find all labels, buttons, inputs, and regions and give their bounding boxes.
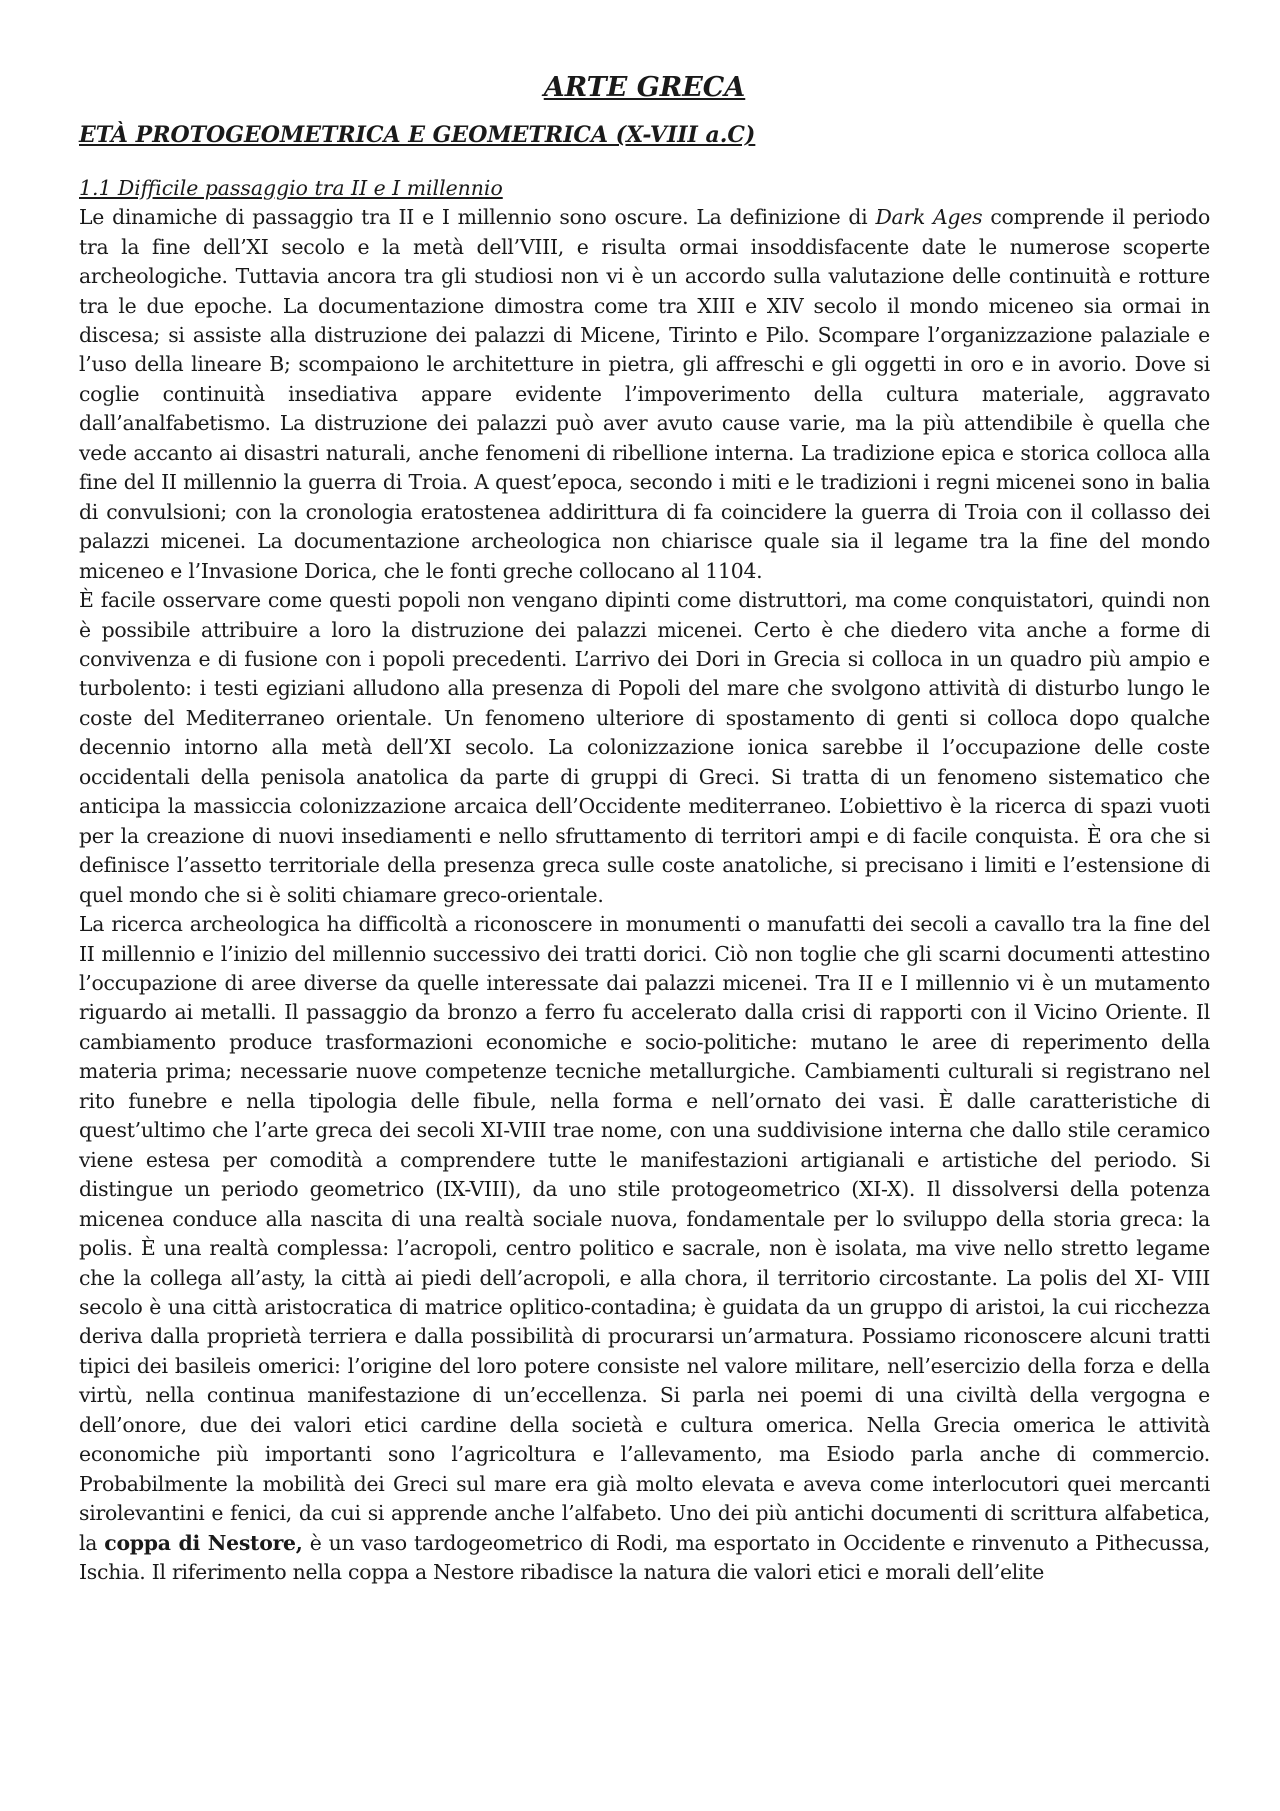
period-heading: ETÀ PROTOGEOMETRICA E GEOMETRICA (X-VIII a.C)	[79, 122, 756, 149]
paragraph-3: La ricerca archeologica ha difficoltà a riconoscere in monumenti o manufatti dei secoli a cavallo tra la fine del II millennio e l’inizio del millennio successivo dei tratti dorici. Ciò non toglie che gli scarni documenti attestino l’occupazione di aree diverse da quelle interessate dai palazzi micenei. Tra II e I millennio vi è un mutamento riguardo ai metalli. Il passaggio da bronzo a ferro fu accelerato dalla crisi di rapporti con il Vicino Oriente. Il cambiamento produce trasformazioni economiche e socio-politiche: mutano le aree di reperimento della materia prima; necessarie nuove competenze tecniche metallurgiche. Cambiamenti culturali si registrano nel rito funebre e nella tipologia delle fibule, nella forma e nell’ornato dei vasi. È dalle caratteristiche di quest’ultimo che l’arte greca dei secoli XI-VIII trae nome, con una suddivisione interna che dallo stile ceramico viene estesa per comodità a comprendere tutte le manifestazioni artigianali e artistiche del periodo. Si distingue un periodo geometrico (IX-VIII), da uno stile protogeometrico (XI-X). Il dissolversi della potenza micenea conduce alla nascita di una realtà sociale nuova, fondamentale per lo sviluppo della storia greca: la polis. È una realtà complessa: l’acropoli, centro politico e sacrale, non è isolata, ma vive nello stretto legame che la collega all’asty, la città ai piedi dell’acropoli, e alla chora, il territorio circostante. La polis del XI- VIII secolo è una città aristocratica di matrice oplitico-contadina; è guidata da un gruppo di aristoi, la cui ricchezza deriva dalla proprietà terriera e dalla possibilità di procurarsi un’armatura. Possiamo riconoscere alcuni tratti tipici dei basileis omerici: l’origine del loro potere consiste nel valore militare, nell’esercizio della forza e della virtù, nella continua manifestazione di un’eccellenza. Si parla nei poemi di una civiltà della vergogna e dell’onore, due dei valori etici cardine della società e cultura omerica. Nella Grecia omerica le attività economiche più importanti sono l’agricoltura e l’allevamento, ma Esiodo parla anche di commercio. Probabilmente la mobilità dei Greci sul mare era già molto elevata e aveva come interlocutori quei mercanti sirolevantini e fenici, da cui si apprende anche l’alfabeto. Uno dei più antichi documenti di scrittura alfabetica, la coppa di Nestore, è un vaso tardogeometrico di Rodi, ma esportato in Occidente e rinvenuto a Pithecussa, Ischia. Il riferimento nella coppa a Nestore ribadisce la natura die valori etici e morali dell’elite	[79, 912, 1210, 1585]
document-page	[79, 70, 1210, 1587]
body-text	[79, 203, 1210, 1587]
paragraph-1: Le dinamiche di passaggio tra II e I millennio sono oscure. La definizione di Dark Ages comprende il periodo tra la fine dell’XI secolo e la metà dell’VIII, e risulta ormai insoddisfacente date le numerose scoperte archeologiche. Tuttavia ancora tra gli studiosi non vi è un accordo sulla valutazione delle continuità e rotture tra le due epoche. La documentazione dimostra come tra XIII e XIV secolo il mondo miceneo sia ormai in discesa; si assiste alla distruzione dei palazzi di Micene, Tirinto e Pilo. Scompare l’organizzazione palaziale e l’uso della lineare B; scompaiono le architetture in pietra, gli affreschi e gli oggetti in oro e in avorio. Dove si coglie continuità insediativa appare evidente l’impoverimento della cultura materiale, aggravato dall’analfabetismo. La distruzione dei palazzi può aver avuto cause varie, ma la più attendibile è quella che vede accanto ai disastri naturali, anche fenomeni di ribellione interna. La tradizione epica e storica colloca alla fine del II millennio la guerra di Troia. A quest’epoca, secondo i miti e le tradizioni i regni micenei sono in balia di convulsioni; con la cronologia eratostenea addirittura di fa coincidere la guerra di Troia con il collasso dei palazzi micenei. La documentazione archeologica non chiarisce quale sia il legame tra la fine del mondo miceneo e l’Invasione Dorica, che le fonti greche collocano al 1104.	[79, 205, 1210, 583]
paragraph-2: È facile osservare come questi popoli non vengano dipinti come distruttori, ma come conquistatori, quindi non è possibile attribuire a loro la distruzione dei palazzi micenei. Certo è che diedero vita anche a forme di convivenza e di fusione con i popoli precedenti. L’arrivo dei Dori in Grecia si colloca in un quadro più ampio e turbolento: i testi egiziani alludono alla presenza di Popoli del mare che svolgono attività di disturbo lungo le coste del Mediterraneo orientale. Un fenomeno ulteriore di spostamento di genti si colloca dopo qualche decennio intorno alla metà dell’XI secolo. La colonizzazione ionica sarebbe il l’occupazione delle coste occidentali della penisola anatolica da parte di gruppi di Greci. Si tratta di un fenomeno sistematico che anticipa la massiccia colonizzazione arcaica dell’Occidente mediterraneo. L’obiettivo è la ricerca di spazi vuoti per la creazione di nuovi insediamenti e nello sfruttamento di territori ampi e di facile conquista. È ora che si definisce l’assetto territoriale della presenza greca sulle coste anatoliche, si precisano i limiti e l’estensione di quel mondo che si è soliti chiamare greco-orientale.	[79, 588, 1210, 907]
section-heading: 1.1 Difficile passaggio tra II e I millennio	[79, 175, 503, 200]
document-title: ARTE GRECA	[543, 72, 746, 103]
coppa-di-nestore-term: coppa di Nestore,	[104, 1530, 303, 1555]
dark-ages-term: Dark Ages	[875, 205, 983, 230]
